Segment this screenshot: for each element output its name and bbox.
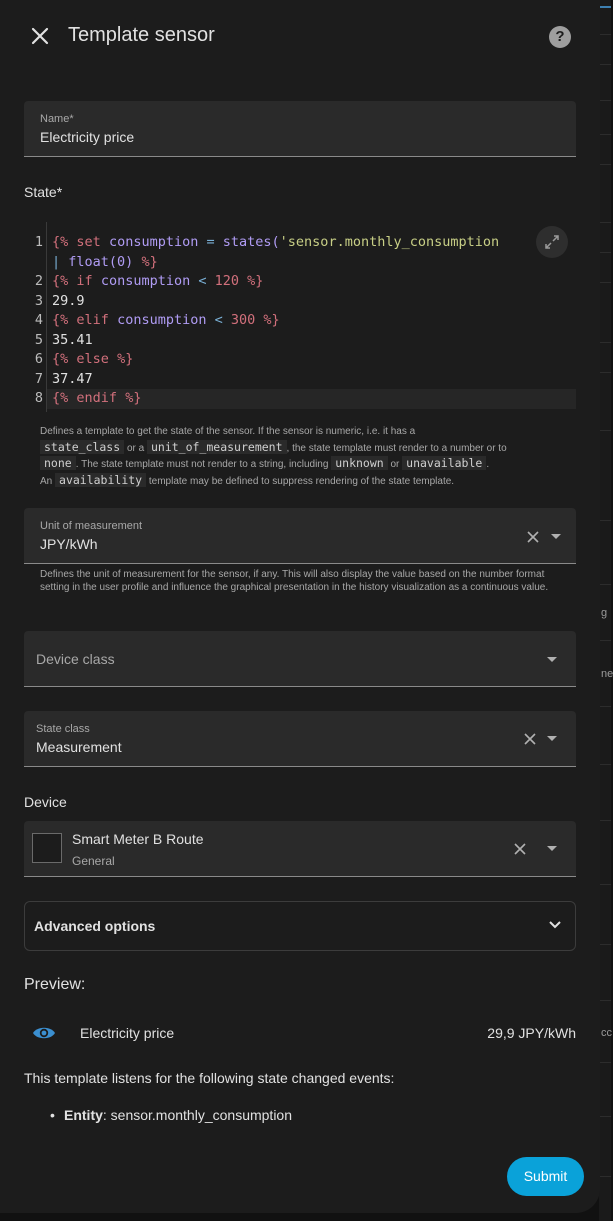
tag-open: {%: [52, 273, 69, 289]
string: 'sensor.monthly_consumption: [279, 234, 500, 250]
code-line: 37.47: [52, 370, 93, 387]
advanced-options-label: Advanced options: [34, 918, 156, 934]
listener-item: [50, 1107, 292, 1123]
device-icon: [32, 833, 62, 863]
code-line: [52, 311, 280, 331]
unit-helper-text: Defines the unit of measurement for the sensor, if any. This will also display the value based on the number format setting in the user profile and influence the graphical presentation in the history visualization as a continuous value.: [40, 569, 549, 593]
eye-icon: [32, 1023, 56, 1043]
operator: <: [214, 312, 223, 328]
background-divider: [599, 640, 611, 641]
tag-close: %}: [141, 253, 158, 270]
background-text-fragment: cc: [601, 1027, 612, 1039]
state-class-label: State class: [36, 723, 90, 735]
code-line: 29.9: [52, 292, 85, 309]
line-number: 5: [34, 331, 43, 348]
background-divider: [599, 764, 611, 765]
code-line: [52, 233, 499, 253]
inline-code: availability: [55, 473, 146, 487]
background-divider: [599, 372, 611, 373]
tag-close: %}: [247, 273, 264, 289]
advanced-options-expander[interactable]: [24, 901, 576, 951]
state-class-field[interactable]: [24, 711, 576, 767]
tag-close: %}: [125, 390, 142, 406]
code-line: [52, 389, 141, 409]
code-line: [52, 350, 133, 370]
device-class-placeholder: Device class: [36, 651, 115, 667]
inline-code: none: [40, 456, 76, 470]
dropdown-arrow-icon[interactable]: [546, 845, 558, 853]
line-number-gutter: [24, 222, 47, 412]
device-area: General: [72, 854, 115, 868]
background-divider: [599, 1000, 611, 1001]
line-number: 6: [34, 351, 43, 367]
state-label: State*: [24, 184, 63, 200]
background-accent-line: [599, 6, 611, 8]
variable: consumption: [100, 273, 191, 289]
helper-text: , the state template must render to a number or to: [286, 442, 507, 454]
name-field[interactable]: [24, 101, 576, 157]
listener-prefix: Entity: [64, 1107, 103, 1123]
background-divider: [599, 884, 611, 885]
bullet: •: [50, 1107, 55, 1123]
unit-field-label: Unit of measurement: [40, 520, 143, 532]
clear-icon[interactable]: [513, 842, 527, 856]
device-class-field[interactable]: [24, 631, 576, 687]
inline-code: unknown: [331, 456, 387, 470]
background-divider: [599, 282, 611, 283]
background-divider: [599, 1116, 611, 1117]
tag-open: {%: [52, 390, 69, 406]
background-divider: [599, 34, 611, 35]
code-line: [52, 272, 263, 292]
filter: float(0): [68, 253, 134, 270]
close-icon[interactable]: [28, 24, 52, 48]
unit-field-value: JPY/kWh: [40, 536, 98, 552]
variable: consumption: [117, 312, 207, 328]
background-divider: [599, 430, 611, 431]
background-divider: [599, 100, 611, 101]
keyword: elif: [76, 312, 109, 328]
dropdown-arrow-icon[interactable]: [546, 656, 558, 664]
preview-label: Preview:: [24, 976, 86, 993]
dropdown-arrow-icon[interactable]: [546, 735, 558, 743]
keyword: else: [76, 351, 109, 367]
dropdown-arrow-icon[interactable]: [550, 533, 562, 541]
inline-code: unavailable: [402, 456, 486, 470]
line-number: 3: [34, 292, 43, 309]
background-divider: [599, 706, 611, 707]
device-picker[interactable]: [24, 821, 576, 877]
preview-entity-name: Electricity price: [80, 1025, 175, 1041]
operator: =: [206, 234, 215, 250]
helper-text: . The state template must not render to a string, including: [75, 459, 329, 470]
tag-open: {%: [52, 351, 69, 367]
number: 300: [230, 312, 256, 328]
inline-code: state_class: [40, 440, 124, 454]
number: 120: [214, 273, 240, 289]
name-field-value: Electricity price: [40, 129, 135, 145]
keyword: if: [76, 273, 93, 289]
clear-icon[interactable]: [523, 732, 537, 746]
clear-icon[interactable]: [526, 530, 540, 544]
background-divider: [599, 222, 611, 223]
line-number: 7: [34, 370, 43, 387]
helper-text: Defines a template to get the state of the sensor. If the sensor is numeric, i.e. it has a: [40, 426, 416, 437]
state-class-value: Measurement: [36, 739, 122, 755]
helper-text: or: [390, 459, 400, 470]
background-divider: [599, 134, 611, 135]
variable: consumption: [108, 234, 199, 250]
background-divider: [599, 1176, 611, 1177]
line-number: 2: [34, 273, 43, 289]
listener-separator: :: [102, 1107, 111, 1123]
expand-editor-button[interactable]: [536, 226, 568, 258]
tag-open: {%: [52, 312, 69, 328]
helper-text: template may be defined to suppress rendering of the state template.: [148, 475, 455, 487]
background-divider: [599, 584, 611, 585]
background-divider: [599, 252, 611, 253]
keyword: endif: [76, 390, 118, 406]
code-line-wrapped: [52, 253, 158, 273]
help-icon[interactable]: ?: [549, 26, 571, 48]
helper-text: An: [40, 475, 53, 487]
submit-button[interactable]: Submit: [507, 1157, 584, 1196]
tag-close: %}: [263, 312, 280, 328]
device-label: Device: [24, 794, 67, 810]
preview-entity-state: 29,9 JPY/kWh: [487, 1025, 576, 1041]
background-divider: [599, 944, 611, 945]
background-divider: [599, 1062, 611, 1063]
code-line: 35.41: [52, 331, 93, 348]
line-number: 1: [34, 234, 43, 250]
background-text-fragment: ne: [601, 668, 613, 680]
dialog-title: Template sensor: [68, 24, 215, 46]
background-text-fragment: g: [601, 607, 608, 619]
pipe: |: [52, 253, 61, 270]
tag-open: {%: [52, 234, 69, 250]
tag-close: %}: [117, 351, 134, 367]
state-template-editor[interactable]: [24, 222, 576, 412]
line-number: 8: [34, 390, 43, 406]
expand-icon: [536, 226, 568, 258]
background-divider: [599, 820, 611, 821]
background-divider: [599, 164, 611, 165]
keyword: set: [76, 234, 101, 250]
function: states(: [222, 234, 280, 250]
helper-text: or a: [126, 442, 145, 454]
background-divider: [599, 520, 611, 521]
background-divider: [599, 64, 611, 65]
helper-text: .: [486, 459, 490, 470]
chevron-down-icon: [548, 920, 562, 930]
name-field-label: Name*: [40, 113, 74, 125]
device-name: Smart Meter B Route: [72, 831, 204, 847]
listener-entity-id: sensor.monthly_consumption: [110, 1107, 292, 1123]
listeners-text: This template listens for the following state changed events:: [24, 1070, 395, 1086]
operator: <: [198, 273, 207, 289]
line-number: 4: [34, 312, 43, 328]
unit-of-measurement-field[interactable]: [24, 508, 576, 564]
inline-code: unit_of_measurement: [147, 440, 287, 454]
background-divider: [599, 342, 611, 343]
state-helper-text: [40, 424, 570, 489]
